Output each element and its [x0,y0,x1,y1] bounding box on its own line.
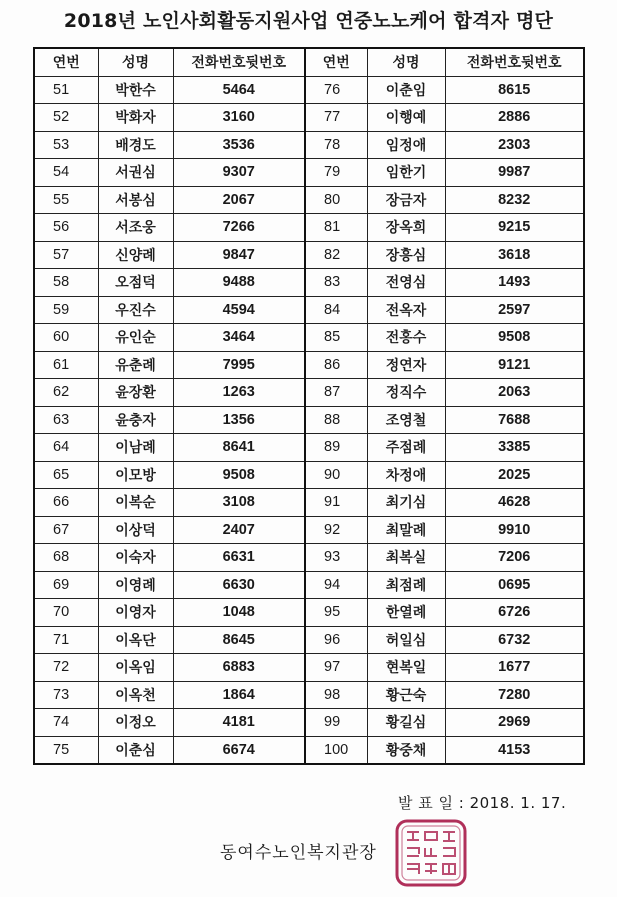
member-name: 임한기 [367,159,445,187]
table-row [34,186,584,214]
member-name: 임정애 [367,131,445,159]
row-number: 78 [305,131,367,159]
row-number: 58 [34,269,98,297]
phone-last-digits: 9847 [173,241,305,269]
row-number: 70 [34,599,98,627]
member-name: 전옥자 [367,296,445,324]
phone-last-digits: 9910 [445,516,584,544]
row-number: 85 [305,324,367,352]
phone-last-digits: 3160 [173,104,305,132]
phone-last-digits: 7206 [445,544,584,572]
row-number: 77 [305,104,367,132]
row-number: 88 [305,406,367,434]
member-name: 황길심 [367,709,445,737]
row-number: 59 [34,296,98,324]
table-row [34,379,584,407]
member-name: 이행예 [367,104,445,132]
phone-last-digits: 4594 [173,296,305,324]
member-name: 주점례 [367,434,445,462]
member-name: 정연자 [367,351,445,379]
header-name: 성명 [98,48,173,76]
member-name: 이옥단 [98,626,173,654]
phone-last-digits: 9987 [445,159,584,187]
header-phone: 전화번호뒷번호 [173,48,305,76]
member-name: 차정애 [367,461,445,489]
member-name: 윤장환 [98,379,173,407]
phone-last-digits: 2886 [445,104,584,132]
row-number: 94 [305,571,367,599]
row-number: 89 [305,434,367,462]
phone-last-digits: 3108 [173,489,305,517]
roster-body [34,76,584,764]
row-number: 54 [34,159,98,187]
phone-last-digits: 3464 [173,324,305,352]
phone-last-digits: 4628 [445,489,584,517]
table-row [34,654,584,682]
phone-last-digits: 6726 [445,599,584,627]
phone-last-digits: 6883 [173,654,305,682]
row-number: 69 [34,571,98,599]
row-number: 98 [305,681,367,709]
phone-last-digits: 1048 [173,599,305,627]
phone-last-digits: 2407 [173,516,305,544]
member-name: 최복실 [367,544,445,572]
member-name: 이상덕 [98,516,173,544]
table-row [34,599,584,627]
row-number: 93 [305,544,367,572]
member-name: 최말례 [367,516,445,544]
header-name: 성명 [367,48,445,76]
row-number: 96 [305,626,367,654]
member-name: 정직수 [367,379,445,407]
member-name: 이숙자 [98,544,173,572]
member-name: 장흥심 [367,241,445,269]
phone-last-digits: 3385 [445,434,584,462]
phone-last-digits: 6630 [173,571,305,599]
row-number: 60 [34,324,98,352]
phone-last-digits: 1864 [173,681,305,709]
table-row [34,159,584,187]
header-phone: 전화번호뒷번호 [445,48,584,76]
table-row [34,461,584,489]
row-number: 87 [305,379,367,407]
member-name: 유인순 [98,324,173,352]
row-number: 62 [34,379,98,407]
member-name: 조영철 [367,406,445,434]
member-name: 황중채 [367,736,445,764]
member-name: 이영자 [98,599,173,627]
table-row [34,296,584,324]
row-number: 72 [34,654,98,682]
phone-last-digits: 2303 [445,131,584,159]
official-seal [394,818,468,888]
phone-last-digits: 9307 [173,159,305,187]
row-number: 57 [34,241,98,269]
member-name: 한열례 [367,599,445,627]
member-name: 이남례 [98,434,173,462]
table-row [34,406,584,434]
member-name: 이영례 [98,571,173,599]
member-name: 박화자 [98,104,173,132]
row-number: 81 [305,214,367,242]
member-name: 현복일 [367,654,445,682]
phone-last-digits: 6674 [173,736,305,764]
phone-last-digits: 8615 [445,76,584,104]
member-name: 배경도 [98,131,173,159]
member-name: 윤충자 [98,406,173,434]
table-row [34,269,584,297]
row-number: 61 [34,351,98,379]
row-number: 100 [305,736,367,764]
table-row [34,131,584,159]
member-name: 황근숙 [367,681,445,709]
member-name: 서봉심 [98,186,173,214]
member-name: 이춘임 [367,76,445,104]
table-row [34,434,584,462]
row-number: 51 [34,76,98,104]
table-row [34,324,584,352]
row-number: 71 [34,626,98,654]
member-name: 최기심 [367,489,445,517]
phone-last-digits: 7266 [173,214,305,242]
member-name: 유춘례 [98,351,173,379]
table-row [34,571,584,599]
table-row [34,489,584,517]
phone-last-digits: 0695 [445,571,584,599]
member-name: 이정오 [98,709,173,737]
seal-icon [394,818,468,888]
page-title: 2018년 노인사회활동지원사업 연중노노케어 합격자 명단 [63,10,554,32]
phone-last-digits: 8645 [173,626,305,654]
phone-last-digits: 9215 [445,214,584,242]
member-name: 전홍수 [367,324,445,352]
row-number: 83 [305,269,367,297]
row-number: 91 [305,489,367,517]
row-number: 99 [305,709,367,737]
row-number: 97 [305,654,367,682]
row-number: 53 [34,131,98,159]
row-number: 74 [34,709,98,737]
phone-last-digits: 1263 [173,379,305,407]
table-row [34,516,584,544]
member-name: 전영심 [367,269,445,297]
phone-last-digits: 2969 [445,709,584,737]
member-name: 장금자 [367,186,445,214]
row-number: 75 [34,736,98,764]
phone-last-digits: 9121 [445,351,584,379]
member-name: 우진수 [98,296,173,324]
phone-last-digits: 9508 [173,461,305,489]
phone-last-digits: 2025 [445,461,584,489]
row-number: 80 [305,186,367,214]
phone-last-digits: 6631 [173,544,305,572]
row-number: 73 [34,681,98,709]
member-name: 최점례 [367,571,445,599]
row-number: 52 [34,104,98,132]
member-name: 서권심 [98,159,173,187]
row-number: 64 [34,434,98,462]
table-row [34,104,584,132]
phone-last-digits: 3618 [445,241,584,269]
table-row [34,681,584,709]
phone-last-digits: 7280 [445,681,584,709]
phone-last-digits: 8232 [445,186,584,214]
table-row [34,626,584,654]
table-row [34,736,584,764]
phone-last-digits: 1356 [173,406,305,434]
phone-last-digits: 4181 [173,709,305,737]
member-name: 이옥임 [98,654,173,682]
phone-last-digits: 3536 [173,131,305,159]
row-number: 84 [305,296,367,324]
row-number: 67 [34,516,98,544]
phone-last-digits: 2063 [445,379,584,407]
phone-last-digits: 1677 [445,654,584,682]
table-row [34,351,584,379]
row-number: 55 [34,186,98,214]
row-number: 79 [305,159,367,187]
row-number: 92 [305,516,367,544]
member-name: 허일심 [367,626,445,654]
phone-last-digits: 5464 [173,76,305,104]
table-row [34,76,584,104]
member-name: 이춘심 [98,736,173,764]
phone-last-digits: 9508 [445,324,584,352]
phone-last-digits: 1493 [445,269,584,297]
announcement-date: 발 표 일 : 2018. 1. 17. [398,794,567,812]
table-row [34,709,584,737]
row-number: 95 [305,599,367,627]
member-name: 박한수 [98,76,173,104]
phone-last-digits: 7995 [173,351,305,379]
phone-last-digits: 7688 [445,406,584,434]
phone-last-digits: 8641 [173,434,305,462]
row-number: 63 [34,406,98,434]
header-number: 연번 [305,48,367,76]
phone-last-digits: 2067 [173,186,305,214]
row-number: 65 [34,461,98,489]
row-number: 68 [34,544,98,572]
member-name: 장옥희 [367,214,445,242]
table-row [34,241,584,269]
row-number: 82 [305,241,367,269]
phone-last-digits: 2597 [445,296,584,324]
table-row [34,544,584,572]
organization-name: 동여수노인복지관장 [220,843,377,863]
row-number: 56 [34,214,98,242]
row-number: 66 [34,489,98,517]
member-name: 신양례 [98,241,173,269]
phone-last-digits: 6732 [445,626,584,654]
member-name: 오점덕 [98,269,173,297]
phone-last-digits: 4153 [445,736,584,764]
row-number: 76 [305,76,367,104]
row-number: 86 [305,351,367,379]
table-header-row [34,48,584,76]
row-number: 90 [305,461,367,489]
phone-last-digits: 9488 [173,269,305,297]
member-name: 이옥천 [98,681,173,709]
member-name: 이모방 [98,461,173,489]
member-name: 서조웅 [98,214,173,242]
roster-table [33,47,585,765]
member-name: 이복순 [98,489,173,517]
table-row [34,214,584,242]
header-number: 연번 [34,48,98,76]
